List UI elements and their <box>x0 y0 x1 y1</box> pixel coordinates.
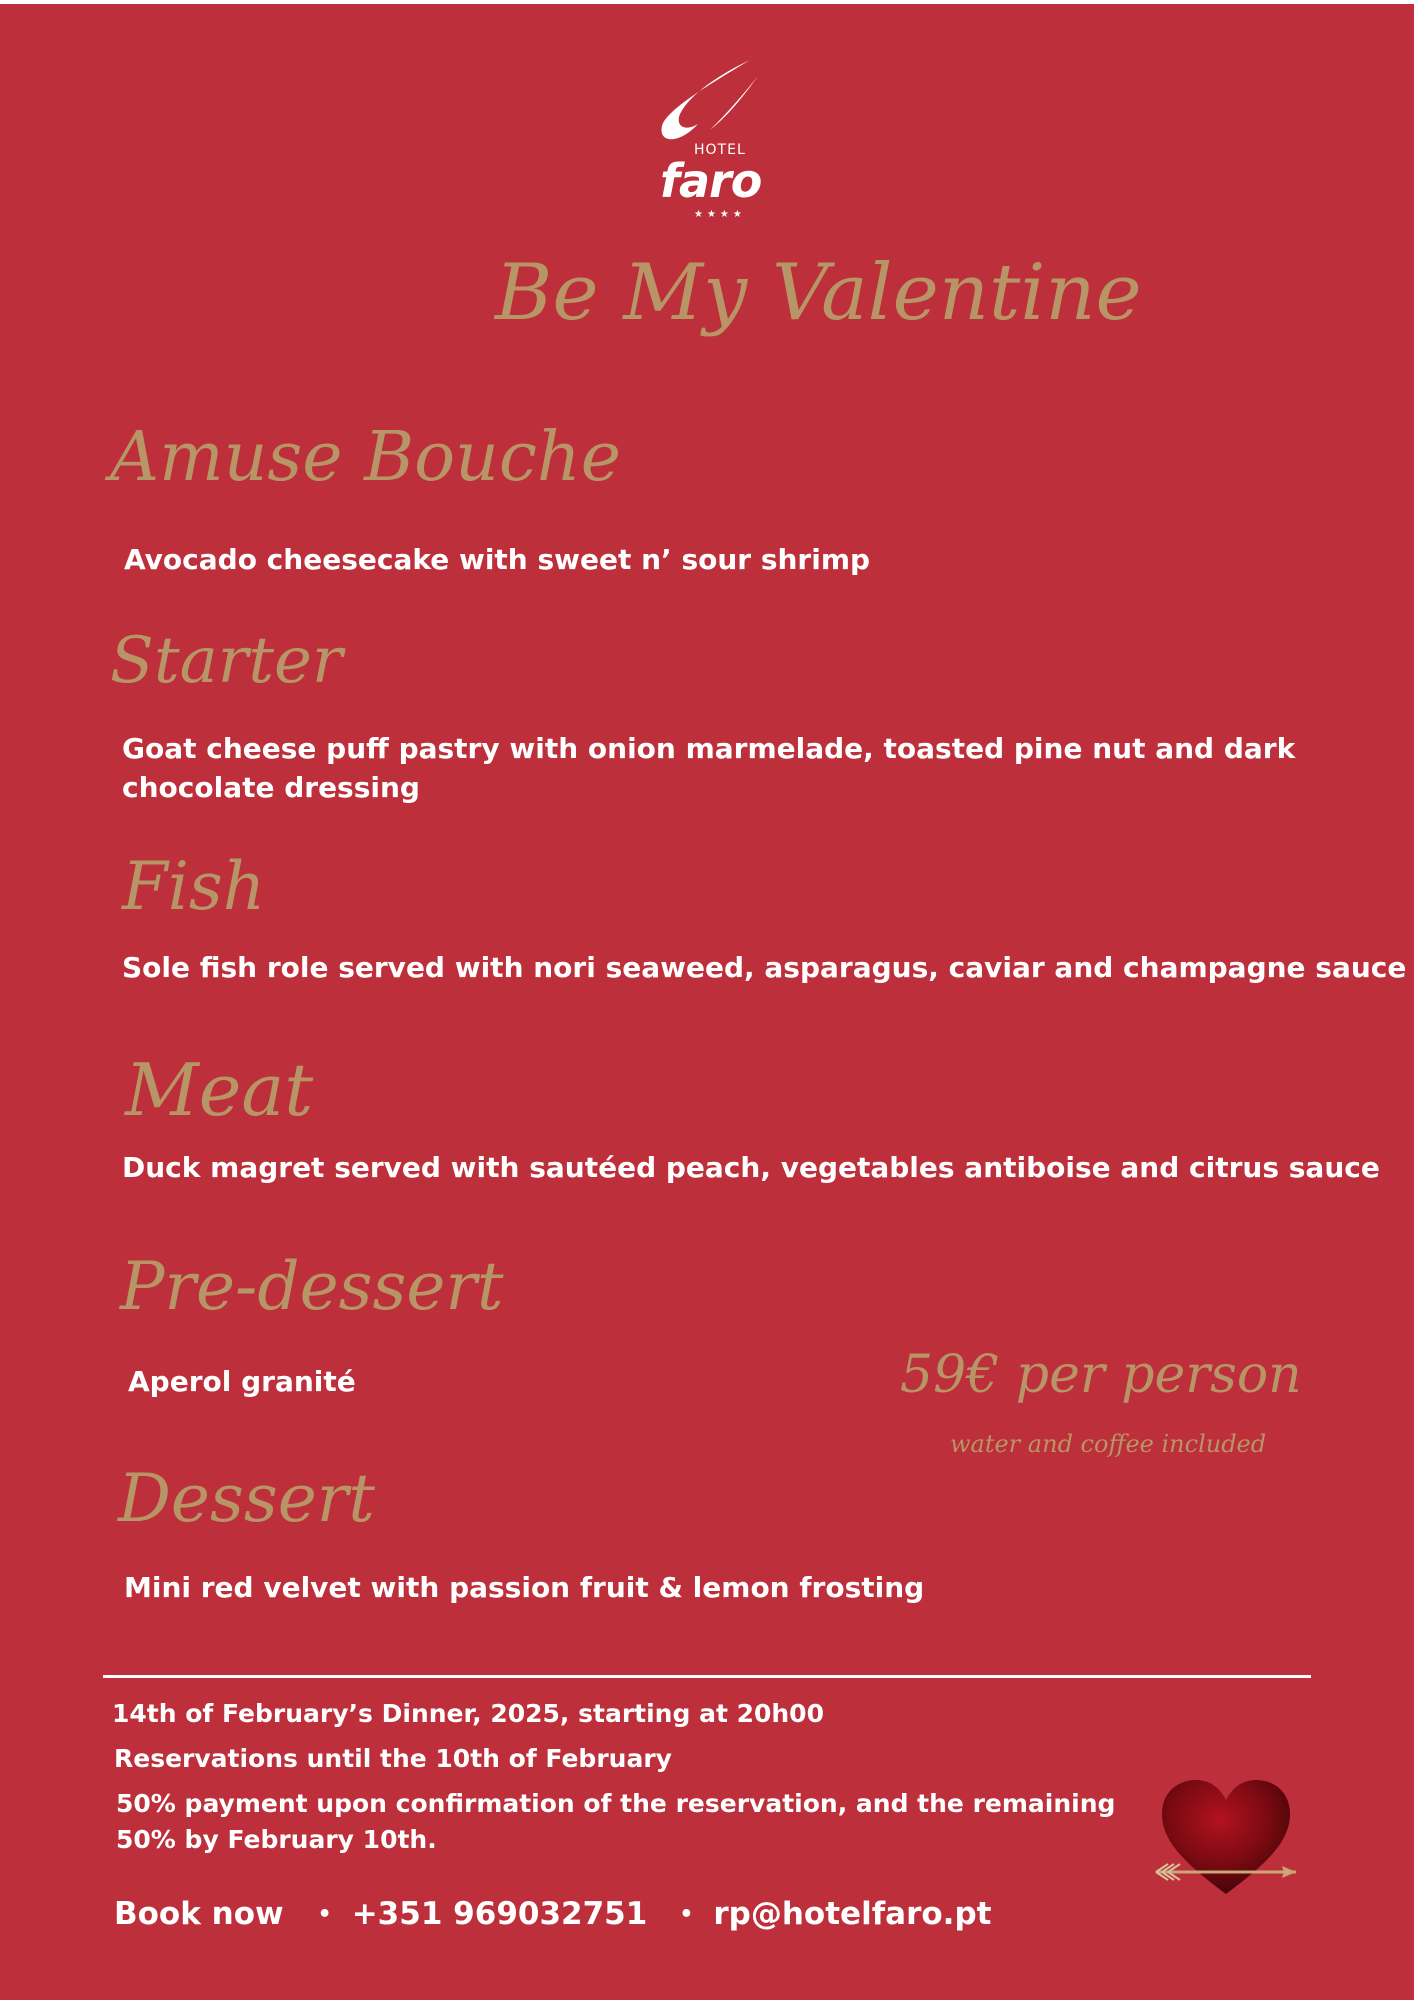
heart-with-arrow-icon <box>1146 1772 1306 1902</box>
reservations-deadline: Reservations until the 10th of February <box>114 1744 672 1773</box>
logo-faro-text: faro <box>660 154 762 208</box>
course-heading-meat: Meat <box>125 1048 314 1132</box>
course-heading-pre-dessert: Pre-dessert <box>120 1248 504 1325</box>
menu-page <box>0 4 1414 2000</box>
course-heading-amuse-bouche: Amuse Bouche <box>110 418 621 497</box>
dinner-date: 14th of February’s Dinner, 2025, starting at 20h00 <box>112 1699 824 1728</box>
logo-hotel-text: HOTEL <box>694 142 746 158</box>
dish-starter-line-2: chocolate dressing <box>122 771 420 804</box>
bullet-separator: • <box>317 1901 332 1927</box>
course-heading-fish: Fish <box>122 848 266 925</box>
price-note: water and coffee included <box>950 1430 1267 1458</box>
book-now-label: Book now <box>114 1896 284 1932</box>
dish-starter-line-1: Goat cheese puff pastry with onion marmelade, toasted pine nut and dark <box>122 732 1296 765</box>
page-title: Be My Valentine <box>495 248 1142 338</box>
payment-terms-line-2: 50% by February 10th. <box>116 1825 437 1854</box>
hotel-faro-logo <box>650 54 770 229</box>
divider <box>103 1675 1311 1678</box>
phone-link[interactable]: +351 969032751 <box>351 1896 648 1932</box>
dish-meat: Duck magret served with sautéed peach, vegetables antiboise and citrus sauce <box>122 1151 1380 1184</box>
dish-pre-dessert: Aperol granité <box>128 1365 356 1398</box>
logo-swoosh-icon <box>650 54 770 154</box>
email-link[interactable]: rp@hotelfaro.pt <box>713 1896 992 1932</box>
dish-amuse-bouche: Avocado cheesecake with sweet n’ sour shrimp <box>124 543 871 576</box>
dish-dessert: Mini red velvet with passion fruit & lemon frosting <box>124 1571 925 1604</box>
contact-row <box>114 1892 991 1936</box>
course-heading-starter: Starter <box>110 624 343 698</box>
bullet-separator: • <box>679 1901 694 1927</box>
dish-fish: Sole fish role served with nori seaweed, asparagus, caviar and champagne sauce <box>122 951 1407 984</box>
price-amount: 59€ per person <box>900 1345 1302 1405</box>
payment-terms-line-1: 50% payment upon confirmation of the reservation, and the remaining <box>116 1789 1116 1818</box>
logo-stars: ★★★★ <box>694 209 746 220</box>
course-heading-dessert: Dessert <box>118 1460 375 1537</box>
